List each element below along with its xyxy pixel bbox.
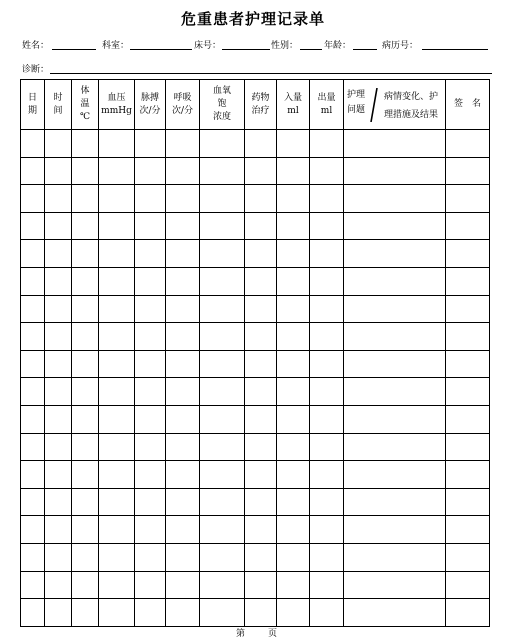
table-cell[interactable]	[245, 157, 277, 185]
table-cell[interactable]	[200, 571, 245, 599]
record-no-field[interactable]	[422, 49, 488, 50]
table-cell[interactable]	[99, 130, 135, 158]
table-cell[interactable]	[310, 599, 344, 627]
table-cell[interactable]	[21, 571, 45, 599]
table-cell[interactable]	[277, 516, 310, 544]
table-cell[interactable]	[344, 267, 446, 295]
col-pulse: 脉搏 次/分	[135, 80, 166, 130]
col-nursing-notes	[344, 80, 446, 130]
gender-field[interactable]	[300, 49, 322, 50]
table-cell[interactable]	[245, 405, 277, 433]
table-header-row	[21, 80, 490, 130]
table-cell[interactable]	[446, 378, 490, 406]
table-cell[interactable]	[446, 267, 490, 295]
table-row	[21, 433, 490, 461]
table-row	[21, 543, 490, 571]
table-cell[interactable]	[166, 212, 200, 240]
table-cell[interactable]	[72, 350, 99, 378]
table-cell[interactable]	[344, 599, 446, 627]
table-cell[interactable]	[21, 130, 45, 158]
table-cell[interactable]	[310, 323, 344, 351]
table-cell[interactable]	[446, 433, 490, 461]
table-cell[interactable]	[200, 267, 245, 295]
table-cell[interactable]	[446, 599, 490, 627]
table-cell[interactable]	[200, 599, 245, 627]
table-cell[interactable]	[45, 488, 72, 516]
table-cell[interactable]	[21, 157, 45, 185]
table-cell[interactable]	[135, 323, 166, 351]
table-cell[interactable]	[135, 240, 166, 268]
table-cell[interactable]	[99, 185, 135, 213]
table-row	[21, 185, 490, 213]
table-cell[interactable]	[245, 599, 277, 627]
col-medication: 药物 治疗	[245, 80, 277, 130]
table-cell[interactable]	[45, 405, 72, 433]
table-row	[21, 378, 490, 406]
diagnosis-row	[22, 62, 492, 76]
dept-label: 科室：	[102, 41, 130, 51]
col-blood-pressure: 血压 mmHg	[99, 80, 135, 130]
table-cell[interactable]	[166, 516, 200, 544]
table-cell[interactable]	[200, 433, 245, 461]
age-field[interactable]	[353, 49, 377, 50]
table-cell[interactable]	[135, 295, 166, 323]
diagonal-divider	[370, 88, 378, 122]
table-cell[interactable]	[446, 295, 490, 323]
table-cell[interactable]	[166, 433, 200, 461]
diagnosis-label: 诊断：	[22, 65, 50, 75]
page-suffix: 页	[268, 629, 278, 639]
table-cell[interactable]	[277, 433, 310, 461]
table-cell[interactable]	[45, 571, 72, 599]
name-label: 姓名：	[22, 41, 50, 51]
table-cell[interactable]	[45, 185, 72, 213]
table-cell[interactable]	[166, 185, 200, 213]
table-cell[interactable]	[135, 157, 166, 185]
table-cell[interactable]	[72, 240, 99, 268]
table-cell[interactable]	[135, 212, 166, 240]
age-label: 年龄：	[324, 41, 352, 51]
table-cell[interactable]	[245, 295, 277, 323]
table-cell[interactable]	[21, 185, 45, 213]
table-row	[21, 405, 490, 433]
table-cell[interactable]	[99, 323, 135, 351]
patient-info-row	[22, 38, 492, 52]
table-cell[interactable]	[310, 240, 344, 268]
table-cell[interactable]	[135, 130, 166, 158]
table-cell[interactable]	[99, 267, 135, 295]
table-cell[interactable]	[99, 433, 135, 461]
table-cell[interactable]	[166, 461, 200, 489]
col-intake: 入量 ml	[277, 80, 310, 130]
table-cell[interactable]	[344, 405, 446, 433]
table-cell[interactable]	[99, 543, 135, 571]
table-cell[interactable]	[310, 543, 344, 571]
page-prefix: 第	[236, 629, 246, 639]
table-cell[interactable]	[310, 295, 344, 323]
table-row	[21, 571, 490, 599]
table-row	[21, 130, 490, 158]
table-cell[interactable]	[72, 516, 99, 544]
table-row	[21, 461, 490, 489]
table-cell[interactable]	[344, 516, 446, 544]
table-cell[interactable]	[135, 461, 166, 489]
table-row	[21, 516, 490, 544]
table-cell[interactable]	[310, 350, 344, 378]
table-cell[interactable]	[344, 240, 446, 268]
table-cell[interactable]	[310, 433, 344, 461]
table-cell[interactable]	[200, 323, 245, 351]
table-cell[interactable]	[135, 488, 166, 516]
table-cell[interactable]	[72, 433, 99, 461]
gender-label: 性别：	[271, 41, 299, 51]
table-cell[interactable]	[310, 185, 344, 213]
table-cell[interactable]	[344, 461, 446, 489]
nursing-record-table	[20, 79, 490, 627]
table-cell[interactable]	[200, 516, 245, 544]
table-cell[interactable]	[45, 157, 72, 185]
table-cell[interactable]	[166, 157, 200, 185]
table-cell[interactable]	[344, 323, 446, 351]
table-cell[interactable]	[21, 350, 45, 378]
table-cell[interactable]	[277, 157, 310, 185]
table-cell[interactable]	[200, 405, 245, 433]
table-cell[interactable]	[99, 488, 135, 516]
table-cell[interactable]	[135, 350, 166, 378]
table-cell[interactable]	[135, 267, 166, 295]
table-cell[interactable]	[135, 405, 166, 433]
table-cell[interactable]	[446, 516, 490, 544]
table-cell[interactable]	[200, 461, 245, 489]
col-respiration: 呼吸 次/分	[166, 80, 200, 130]
table-cell[interactable]	[21, 240, 45, 268]
table-row	[21, 599, 490, 627]
table-cell[interactable]	[277, 461, 310, 489]
table-cell[interactable]	[21, 461, 45, 489]
table-cell[interactable]	[45, 516, 72, 544]
table-cell[interactable]	[200, 240, 245, 268]
table-cell[interactable]	[245, 516, 277, 544]
table-cell[interactable]	[446, 543, 490, 571]
table-cell[interactable]	[72, 378, 99, 406]
table-cell[interactable]	[200, 130, 245, 158]
table-cell[interactable]	[245, 488, 277, 516]
table-cell[interactable]	[135, 599, 166, 627]
table-cell[interactable]	[99, 157, 135, 185]
condition-header: 病情变化、护 理措施及结果	[384, 92, 439, 120]
table-cell[interactable]	[200, 378, 245, 406]
table-cell[interactable]	[72, 488, 99, 516]
table-cell[interactable]	[245, 185, 277, 213]
table-cell[interactable]	[135, 543, 166, 571]
table-cell[interactable]	[72, 323, 99, 351]
table-cell[interactable]	[344, 571, 446, 599]
table-cell[interactable]	[45, 323, 72, 351]
form-title: 危重患者护理记录单	[180, 10, 325, 28]
table-row	[21, 295, 490, 323]
table-cell[interactable]	[72, 130, 99, 158]
col-date: 日 期	[21, 80, 45, 130]
table-row	[21, 267, 490, 295]
table-cell[interactable]	[446, 240, 490, 268]
table-cell[interactable]	[277, 130, 310, 158]
table-cell[interactable]	[344, 157, 446, 185]
table-cell[interactable]	[344, 433, 446, 461]
table-cell[interactable]	[344, 543, 446, 571]
table-cell[interactable]	[277, 405, 310, 433]
table-cell[interactable]	[446, 212, 490, 240]
table-cell[interactable]	[166, 378, 200, 406]
table-cell[interactable]	[45, 212, 72, 240]
table-cell[interactable]	[277, 240, 310, 268]
table-cell[interactable]	[310, 267, 344, 295]
table-cell[interactable]	[72, 405, 99, 433]
table-row	[21, 323, 490, 351]
table-cell[interactable]	[166, 405, 200, 433]
table-cell[interactable]	[245, 433, 277, 461]
table-cell[interactable]	[245, 461, 277, 489]
table-cell[interactable]	[245, 543, 277, 571]
table-cell[interactable]	[245, 212, 277, 240]
table-cell[interactable]	[200, 185, 245, 213]
table-cell[interactable]	[310, 378, 344, 406]
table-cell[interactable]	[200, 212, 245, 240]
table-cell[interactable]	[200, 488, 245, 516]
table-cell[interactable]	[21, 212, 45, 240]
table-cell[interactable]	[310, 571, 344, 599]
table-cell[interactable]	[245, 267, 277, 295]
table-cell[interactable]	[310, 212, 344, 240]
table-cell[interactable]	[72, 295, 99, 323]
table-cell[interactable]	[72, 461, 99, 489]
table-cell[interactable]	[277, 185, 310, 213]
table-cell[interactable]	[446, 571, 490, 599]
table-cell[interactable]	[72, 599, 99, 627]
table-cell[interactable]	[45, 267, 72, 295]
table-row	[21, 157, 490, 185]
table-cell[interactable]	[446, 157, 490, 185]
table-cell[interactable]	[166, 571, 200, 599]
table-cell[interactable]	[99, 350, 135, 378]
table-cell[interactable]	[446, 323, 490, 351]
table-cell[interactable]	[166, 488, 200, 516]
table-cell[interactable]	[166, 240, 200, 268]
table-cell[interactable]	[310, 405, 344, 433]
table-cell[interactable]	[99, 378, 135, 406]
name-field[interactable]	[52, 49, 96, 50]
table-cell[interactable]	[245, 130, 277, 158]
table-row	[21, 488, 490, 516]
table-cell[interactable]	[45, 378, 72, 406]
table-cell[interactable]	[277, 599, 310, 627]
table-cell[interactable]	[277, 323, 310, 351]
table-cell[interactable]	[245, 571, 277, 599]
table-cell[interactable]	[45, 461, 72, 489]
table-cell[interactable]	[245, 378, 277, 406]
table-cell[interactable]	[344, 378, 446, 406]
table-cell[interactable]	[277, 212, 310, 240]
table-cell[interactable]	[21, 543, 45, 571]
table-cell[interactable]	[200, 350, 245, 378]
record-no-label: 病历号：	[382, 41, 419, 51]
table-cell[interactable]	[72, 267, 99, 295]
table-cell[interactable]	[277, 378, 310, 406]
table-cell[interactable]	[45, 130, 72, 158]
table-cell[interactable]	[135, 433, 166, 461]
table-cell[interactable]	[344, 212, 446, 240]
table-cell[interactable]	[72, 543, 99, 571]
table-cell[interactable]	[344, 295, 446, 323]
table-cell[interactable]	[21, 323, 45, 351]
table-cell[interactable]	[99, 599, 135, 627]
table-cell[interactable]	[99, 240, 135, 268]
table-cell[interactable]	[310, 516, 344, 544]
table-cell[interactable]	[99, 461, 135, 489]
table-body	[21, 130, 490, 627]
table-cell[interactable]	[135, 378, 166, 406]
table-cell[interactable]	[277, 488, 310, 516]
table-cell[interactable]	[166, 323, 200, 351]
table-cell[interactable]	[21, 405, 45, 433]
table-cell[interactable]	[72, 571, 99, 599]
table-cell[interactable]	[45, 433, 72, 461]
table-cell[interactable]	[166, 543, 200, 571]
table-cell[interactable]	[99, 405, 135, 433]
col-temperature: 体 温 ℃	[72, 80, 99, 130]
col-time: 时 间	[45, 80, 72, 130]
table-row	[21, 240, 490, 268]
table-cell[interactable]	[21, 295, 45, 323]
table-cell[interactable]	[344, 488, 446, 516]
table-cell[interactable]	[344, 350, 446, 378]
bed-label: 床号：	[194, 41, 222, 51]
table-cell[interactable]	[45, 599, 72, 627]
table-cell[interactable]	[344, 185, 446, 213]
table-cell[interactable]	[200, 157, 245, 185]
table-cell[interactable]	[166, 599, 200, 627]
table-cell[interactable]	[72, 185, 99, 213]
table-cell[interactable]	[99, 212, 135, 240]
table-cell[interactable]	[166, 130, 200, 158]
nursing-problem-header: 护理 问题	[347, 90, 366, 115]
table-cell[interactable]	[344, 130, 446, 158]
table-cell[interactable]	[99, 516, 135, 544]
table-cell[interactable]	[277, 571, 310, 599]
table-cell[interactable]	[135, 571, 166, 599]
table-cell[interactable]	[99, 571, 135, 599]
table-cell[interactable]	[135, 516, 166, 544]
dept-field[interactable]	[130, 49, 192, 50]
table-cell[interactable]	[446, 488, 490, 516]
table-cell[interactable]	[446, 405, 490, 433]
table-cell[interactable]	[310, 461, 344, 489]
table-cell[interactable]	[166, 295, 200, 323]
table-cell[interactable]	[446, 185, 490, 213]
table-cell[interactable]	[200, 295, 245, 323]
col-output: 出量 ml	[310, 80, 344, 130]
table-cell[interactable]	[99, 295, 135, 323]
table-cell[interactable]	[21, 378, 45, 406]
table-cell[interactable]	[245, 350, 277, 378]
table-cell[interactable]	[45, 350, 72, 378]
col-signature: 签 名	[446, 80, 490, 130]
table-cell[interactable]	[21, 599, 45, 627]
table-cell[interactable]	[166, 350, 200, 378]
table-cell[interactable]	[310, 488, 344, 516]
table-cell[interactable]	[245, 323, 277, 351]
table-cell[interactable]	[45, 240, 72, 268]
table-row	[21, 212, 490, 240]
col-spo2: 血氧 饱 浓度	[200, 80, 245, 130]
table-cell[interactable]	[72, 157, 99, 185]
table-cell[interactable]	[446, 350, 490, 378]
table-cell[interactable]	[21, 488, 45, 516]
table-cell[interactable]	[21, 267, 45, 295]
table-cell[interactable]	[21, 516, 45, 544]
table-cell[interactable]	[166, 267, 200, 295]
table-cell[interactable]	[135, 185, 166, 213]
table-cell[interactable]	[45, 543, 72, 571]
table-cell[interactable]	[446, 130, 490, 158]
table-cell[interactable]	[200, 543, 245, 571]
table-cell[interactable]	[72, 212, 99, 240]
table-cell[interactable]	[45, 295, 72, 323]
table-row	[21, 350, 490, 378]
table-cell[interactable]	[277, 295, 310, 323]
table-cell[interactable]	[277, 267, 310, 295]
table-cell[interactable]	[310, 157, 344, 185]
bed-field[interactable]	[222, 49, 270, 50]
table-cell[interactable]	[277, 543, 310, 571]
table-cell[interactable]	[245, 240, 277, 268]
table-cell[interactable]	[21, 433, 45, 461]
table-cell[interactable]	[310, 130, 344, 158]
diagnosis-field[interactable]	[50, 73, 492, 74]
table-cell[interactable]	[446, 461, 490, 489]
table-cell[interactable]	[277, 350, 310, 378]
